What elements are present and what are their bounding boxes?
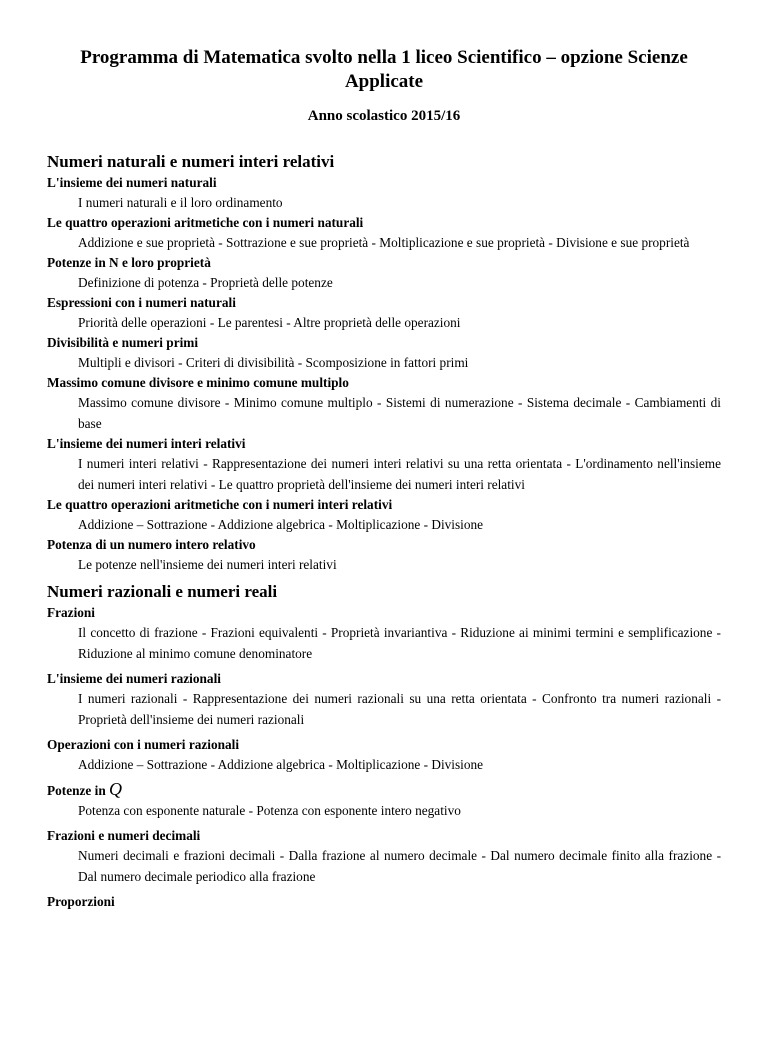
topic-heading: Espressioni con i numeri naturali [47,295,236,310]
school-year: Anno scolastico 2015/16 [307,108,461,124]
document-page [0,46,768,1040]
topic-body: I numeri razionali - Rappresentazione dei numeri razionali su una retta orientata - Confronto tra numeri razionali - Proprietà dell'insieme dei numeri razionali [78,691,721,727]
topic-heading-text: Potenze in [47,783,106,798]
rational-set-symbol: Q [109,779,123,799]
topic-heading: Divisibilità e numeri primi [47,335,199,350]
document-title: Programma di Matematica svolto nella 1 liceo Scientifico – opzione Scienze Applicate [80,47,688,92]
topic-body: Priorità delle operazioni - Le parentesi - Altre proprietà delle operazioni [78,315,461,330]
topic-heading: Le quattro operazioni aritmetiche con i numeri interi relativi [47,497,393,512]
topic-heading: Le quattro operazioni aritmetiche con i numeri naturali [47,215,364,230]
topic-heading: Potenze in N e loro proprietà [47,255,211,270]
topic-body: Addizione – Sottrazione - Addizione algebrica - Moltiplicazione - Divisione [78,517,484,532]
topic-heading: L'insieme dei numeri razionali [47,671,221,686]
topic-body: Le potenze nell'insieme dei numeri interi relativi [78,557,337,572]
topic-body: Addizione – Sottrazione - Addizione algebrica - Moltiplicazione - Divisione [78,757,484,772]
topic-heading: Operazioni con i numeri razionali [47,737,240,752]
topic-heading: Frazioni [47,605,96,620]
topic-heading: L'insieme dei numeri naturali [47,175,217,190]
topic-body: Definizione di potenza - Proprietà delle potenze [78,275,333,290]
topic-heading: Frazioni e numeri decimali [47,828,201,843]
topic-heading: Potenza di un numero intero relativo [47,537,256,552]
section-title: Numeri razionali e numeri reali [47,582,278,601]
topic-body: Numeri decimali e frazioni decimali - Dalla frazione al numero decimale - Dal numero decimale finito alla frazione - Dal numero decimale periodico alla frazione [78,848,721,884]
topic-heading: Proporzioni [47,894,115,909]
topic-heading: Massimo comune divisore e minimo comune multiplo [47,375,349,390]
topic-body: Multipli e divisori - Criteri di divisibilità - Scomposizione in fattori primi [78,355,469,370]
topic-body: I numeri naturali e il loro ordinamento [78,195,283,210]
topic-heading-powers [47,780,721,800]
topic-body: Massimo comune divisore - Minimo comune multiplo - Sistemi di numerazione - Sistema decimale - Cambiamenti di base [78,395,721,431]
topic-body: Il concetto di frazione - Frazioni equivalenti - Proprietà invariantiva - Riduzione ai minimi termini e semplificazione - Riduzione al minimo comune denominatore [78,625,721,661]
topic-heading: L'insieme dei numeri interi relativi [47,436,246,451]
section-title: Numeri naturali e numeri interi relativi [47,152,335,171]
topic-body: Addizione e sue proprietà - Sottrazione e sue proprietà - Moltiplicazione e sue proprietà - Divisione e sue proprietà [78,235,690,250]
topic-body: I numeri interi relativi - Rappresentazione dei numeri interi relativi su una retta orientata - L'ordinamento nell'insieme dei numeri interi relativi - Le quattro proprietà dell'insieme dei numeri interi relativi [78,456,721,492]
topic-body: Potenza con esponente naturale - Potenza con esponente intero negativo [78,803,461,818]
